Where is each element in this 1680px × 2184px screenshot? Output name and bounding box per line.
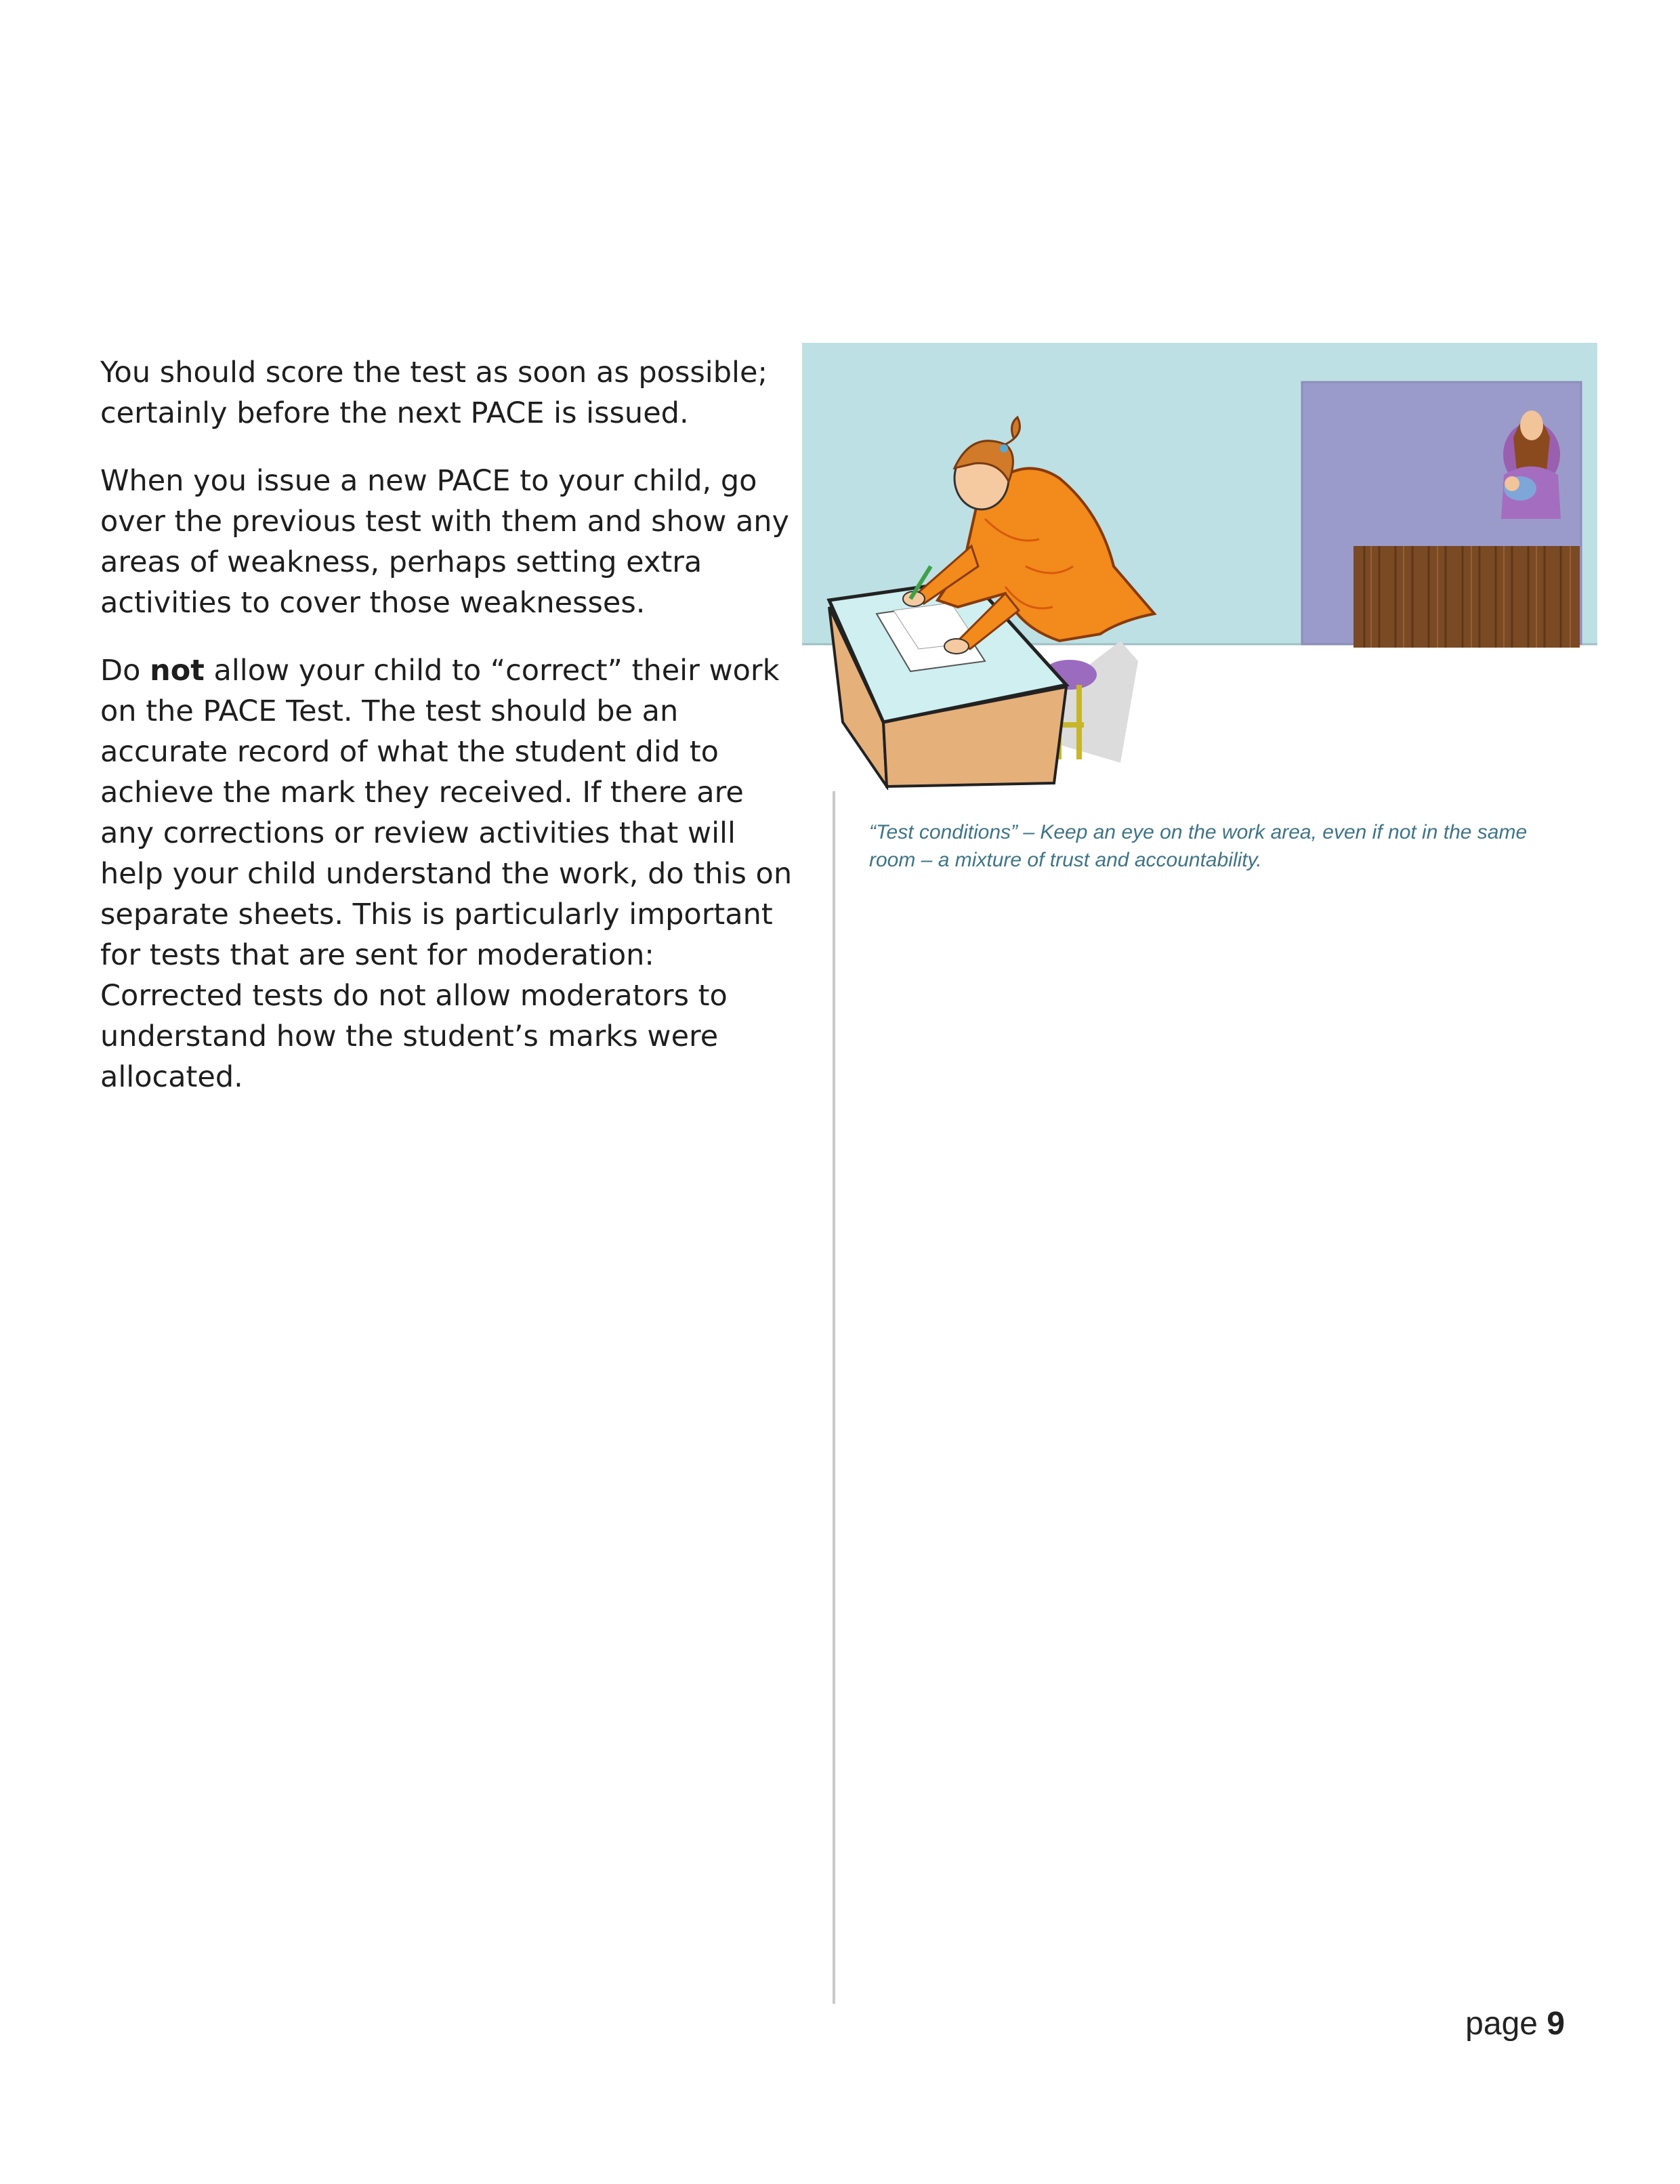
paragraph-review: When you issue a new PACE to your child, go over the previous test with them and show any areas of weakness, perhaps setting extra activities to cover those weaknesses. [100, 464, 789, 620]
body-text [100, 352, 805, 1125]
paragraph-lead: Do [100, 654, 150, 688]
page-number [1443, 2005, 1565, 2042]
page-number-value: 9 [1547, 2006, 1565, 2042]
figure-caption: “Test conditions” – Keep an eye on the work area, even if not in the same room – a mixture of trust and accountability. [869, 821, 1528, 871]
paragraph-rest: allow your child to “correct” their work on the PACE Test. The test should be an accurate record of what the student did to achieve the mark they received. If there are any corrections or review activities that will help your child understand the work, do this on separate sheets. This is particularly important for tests that are sent for moderation: Corrected tests do not allow moderators to understand how the student’s marks were allocated. [100, 654, 793, 1094]
column-divider [833, 791, 835, 2004]
test-conditions-illustration [802, 343, 1597, 790]
wooden-counter [1353, 546, 1580, 648]
paragraph-corrections [100, 650, 805, 1097]
page-label: page [1465, 2006, 1547, 2042]
paragraph-scoring: You should score the test as soon as possible; certainly before the next PACE is issued. [100, 356, 768, 430]
emphasis-not: not [150, 654, 205, 688]
